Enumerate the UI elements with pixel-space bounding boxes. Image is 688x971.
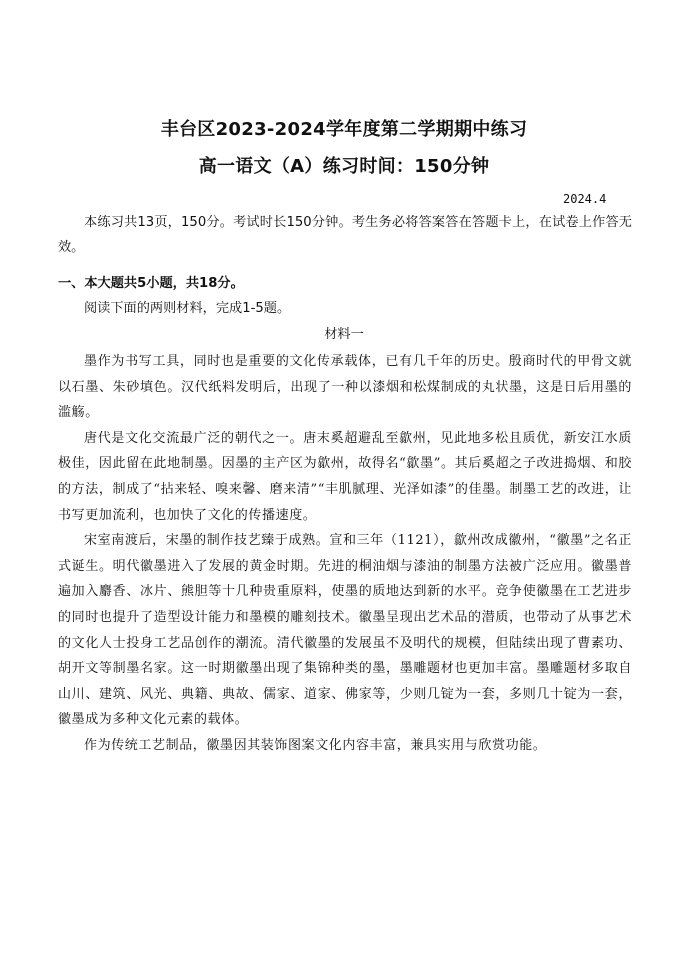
exam-date: 2024.4: [563, 192, 607, 206]
paragraph: 唐代是文化交流最广泛的朝代之一。唐末奚超避乱至歙州，见此地多松且质优，新安江水质极佳，因此留在此地制墨。因墨的主产区为歙州，故得名“歙墨”。其后奚超之子改进捣烟、和胶的方法，制成了“拈来轻、嗅来馨、磨来清”“丰肌腻理、光泽如漆”的佳墨。制墨工艺的改进，让书写更加流利，也加快了文化的传播速度。: [58, 430, 632, 523]
section-heading: 一、本大题共5小题，共18分。: [58, 276, 244, 291]
exam-title: 丰台区2023-2024学年度第二学期期中练习: [160, 119, 528, 140]
exam-subtitle: 高一语文（A）练习时间：150分钟: [198, 156, 490, 177]
exam-instructions: 本练习共13页，150分。考试时长150分钟。考生务必将答案答在答题卡上，在试卷上作答无效。: [58, 215, 632, 255]
reading-instruction: 阅读下面的两则材料，完成1-5题。: [84, 301, 291, 316]
paragraph: 墨作为书写工具，同时也是重要的文化传承载体，已有几千年的历史。殷商时代的甲骨文就以石墨、朱砂填色。汉代纸料发明后，出现了一种以漆烟和松煤制成的丸状墨，这是日后用墨的滥觞。: [58, 354, 632, 421]
material-body: [58, 349, 632, 759]
paragraph: 作为传统工艺制品，徽墨因其装饰图案文化内容丰富，兼具实用与欣赏功能。: [84, 737, 547, 753]
material-title: 材料一: [324, 327, 364, 342]
paragraph: 宋室南渡后，宋墨的制作技艺臻于成熟。宣和三年（1121），歙州改成徽州，“徽墨”之名正式诞生。明代徽墨进入了发展的黄金时期。先进的桐油烟与漆油的制墨方法被广泛应用。徽墨普遍加入麝香、冰片、熊胆等十几种贵重原料，使墨的质地达到新的水平。竞争使徽墨在工艺进步的同时也提升了造型设计能力和墨模的雕刻技术。徽墨呈现出艺术品的潜质，也带动了从事艺术的文化人士投身工艺品创作的潮流。清代徽墨的发展虽不及明代的规模，但陆续出现了曹素功、胡开文等制墨名家。这一时期徽墨出现了集锦种类的墨，墨雕题材也更加丰富。墨雕题材多取自山川、建筑、风光、典籍、典故、儒家、道家、佛家等，少则几锭为一套，多则几十锭为一套，徽墨成为多种文化元素的载体。: [58, 533, 632, 728]
